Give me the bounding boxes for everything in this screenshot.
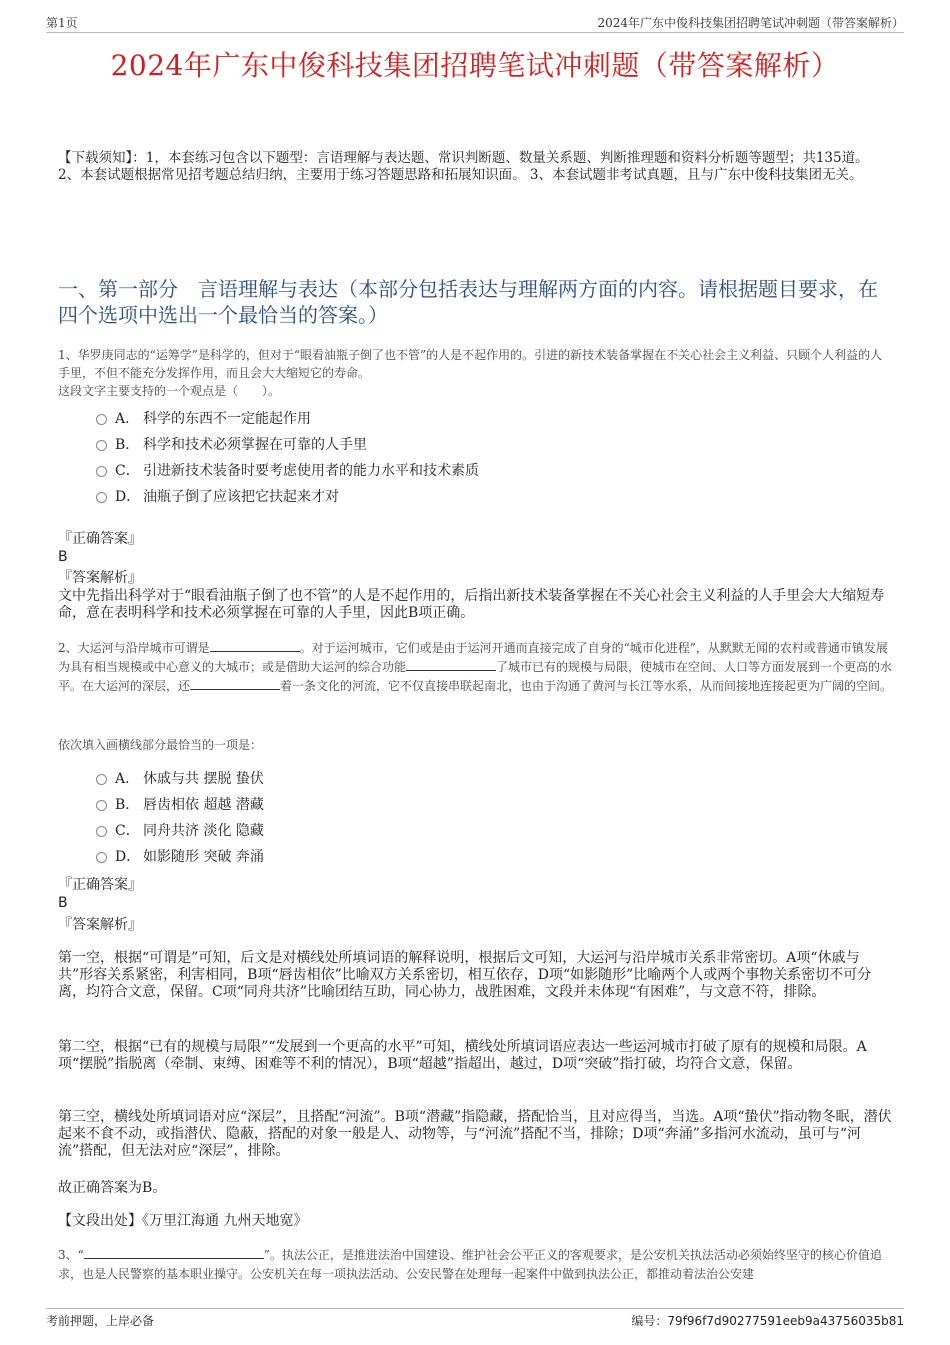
- q2-analysis-para-3: 第三空，横线处所填词语对应“深层”，且搭配“河流”。B项“潜藏”指隐藏，搭配恰当，且对应得当，当选。A项“蛰伏”指动物冬眠，潜伏起来不食不动，或指潜伏、隐蔽，搭配的对象一般是人、动物等，与“河流”搭配不当，排除；D项“奔涌”多指河水流动，虽可与“河流”搭配，但无法对应“深层”，排除。: [58, 1109, 892, 1159]
- q2-correct-label: 『正确答案』: [58, 877, 142, 893]
- radio-icon[interactable]: [96, 774, 107, 785]
- question-1-stem: 1、华罗庚同志的“运筹学”是科学的，但对于“眼看油瓶子倒了也不管”的人是不起作用的。引进的新技术装备掌握在不关心社会主义利益、只顾个人利益的人手里，不但不能充分发挥作用，而且会大大缩短它的寿命。 这段文字主要支持的一个观点是（ ）。: [58, 346, 894, 400]
- q1-answer: B: [58, 549, 68, 565]
- blank-line: [406, 658, 496, 671]
- question-2-stem: 2、大运河与沿岸城市可谓是 。对于运河城市，它们或是由于运河开通而直接完成了自身的“城市化进程”，从默默无闻的农村或普通市镇发展为具有相当规模或中心意义的大城市；或是借助大运河的综合功能 了城市已有的规模与局限，使城市在空间、人口等方面发展到一个更高的水平。在大运河的深层，还 着一条文化的河流，它不仅直接串联起南北，也由于沟通了黄河与长江等水系，从而间接地连接起更为广阔的空间。: [58, 641, 893, 693]
- q1-option-c[interactable]: C． 引进新技术装备时要考虑使用者的能力水平和技术素质: [96, 462, 479, 480]
- radio-icon[interactable]: [96, 800, 107, 811]
- question-1-prompt: 这段文字主要支持的一个观点是（ ）。: [58, 384, 281, 398]
- radio-icon[interactable]: [96, 826, 107, 837]
- footer-slogan: 考前押题，上岸必备: [46, 1314, 155, 1328]
- q2-source: 【文段出处】《万里江海通 九州天地宽》: [58, 1213, 308, 1229]
- header-doc-title: 2024年广东中俊科技集团招聘笔试冲刺题（带答案解析）: [597, 16, 904, 30]
- page-footer: [46, 1308, 904, 1327]
- q2-answer: B: [58, 895, 68, 911]
- q1-correct-label: 『正确答案』: [58, 531, 142, 547]
- radio-icon[interactable]: [96, 414, 107, 425]
- q1-option-a[interactable]: A． 科学的东西不一定能起作用: [96, 410, 311, 428]
- q2-option-a[interactable]: A． 休戚与共 摆脱 蛰伏: [96, 770, 264, 788]
- q2-option-b[interactable]: B． 唇齿相依 超越 潜藏: [96, 796, 264, 814]
- page-header: [46, 14, 904, 33]
- q2-analysis-label: 『答案解析』: [58, 917, 142, 933]
- radio-icon[interactable]: [96, 466, 107, 477]
- q2-analysis-para-4: 故正确答案为B。: [58, 1180, 167, 1196]
- page-title: 2024年广东中俊科技集团招聘笔试冲刺题（带答案解析）: [110, 49, 840, 82]
- q2-analysis-para-2: 第二空，根据“已有的规模与局限”“发展到一个更高的水平”可知，横线处所填词语应表达一些运河城市打破了原有的规模和局限。A项“摆脱”指脱离（牵制、束缚、困难等不利的情况），B项“超越”指超出，越过，D项“突破”指打破，均符合文意，保留。: [58, 1039, 867, 1072]
- q2-option-c[interactable]: C． 同舟共济 淡化 隐藏: [96, 822, 264, 840]
- page-number: 第1页: [46, 16, 78, 30]
- blank-line: [190, 677, 280, 690]
- q1-option-d[interactable]: D． 油瓶子倒了应该把它扶起来才对: [96, 488, 339, 506]
- blank-line: [210, 639, 300, 652]
- footer-code: 编号：79f96f7d90277591eeb9a43756035b81: [631, 1314, 904, 1328]
- download-notice: 【下载须知】：1，本套练习包含以下题型：言语理解与表达题、常识判断题、数量关系题、判断推理题和资料分析题等题型；共135道。 2、本套试题根据常见招考题总结归纳，主要用于练习答题思路和拓展知识面。 3、本套试题非考试真题，且与广东中俊科技集团无关。: [58, 150, 869, 183]
- radio-icon[interactable]: [96, 852, 107, 863]
- q1-analysis: 文中先指出科学对于“眼看油瓶子倒了也不管”的人是不起作用的，后指出新技术装备掌握在不关心社会主义利益的人手里会大大缩短寿命，意在表明科学和技术必须掌握在可靠的人手里，因此B项正确。: [58, 588, 885, 621]
- q1-option-b[interactable]: B． 科学和技术必须掌握在可靠的人手里: [96, 436, 367, 454]
- q2-analysis-para-1: 第一空，根据“可谓是”可知，后文是对横线处所填词语的解释说明，根据后文可知，大运河与沿岸城市关系非常密切。A项“休戚与共”形容关系紧密，利害相同，B项“唇齿相依”比喻双方关系密切，相互依存，D项“如影随形”比喻两个人或两个事物关系密切不可分离，均符合文意，保留。C项“同舟共济”比喻团结互助，同心协力，战胜困难，文段并未体现“有困难”，与文意不符，排除。: [58, 950, 872, 1000]
- blank-line: [84, 1246, 264, 1259]
- radio-icon[interactable]: [96, 492, 107, 503]
- question-3-stem: 3、“ ”。执法公正，是推进法治中国建设、维护社会公平正义的客观要求，是公安机关执法活动必须始终坚守的核心价值追求，也是人民警察的基本职业操守。公安机关在每一项执法活动、公安民警在处理每一起案件中做到执法公正，都推动着法治公安建: [58, 1248, 882, 1281]
- q1-analysis-label: 『答案解析』: [58, 570, 142, 586]
- q2-option-d[interactable]: D． 如影随形 突破 奔涌: [96, 848, 264, 866]
- section-heading: 一、第一部分 言语理解与表达（本部分包括表达与理解两方面的内容。请根据题目要求，在四个选项中选出一个最恰当的答案。）: [58, 277, 878, 327]
- question-2-prompt: 依次填入画横线部分最恰当的一项是：: [58, 738, 263, 752]
- radio-icon[interactable]: [96, 440, 107, 451]
